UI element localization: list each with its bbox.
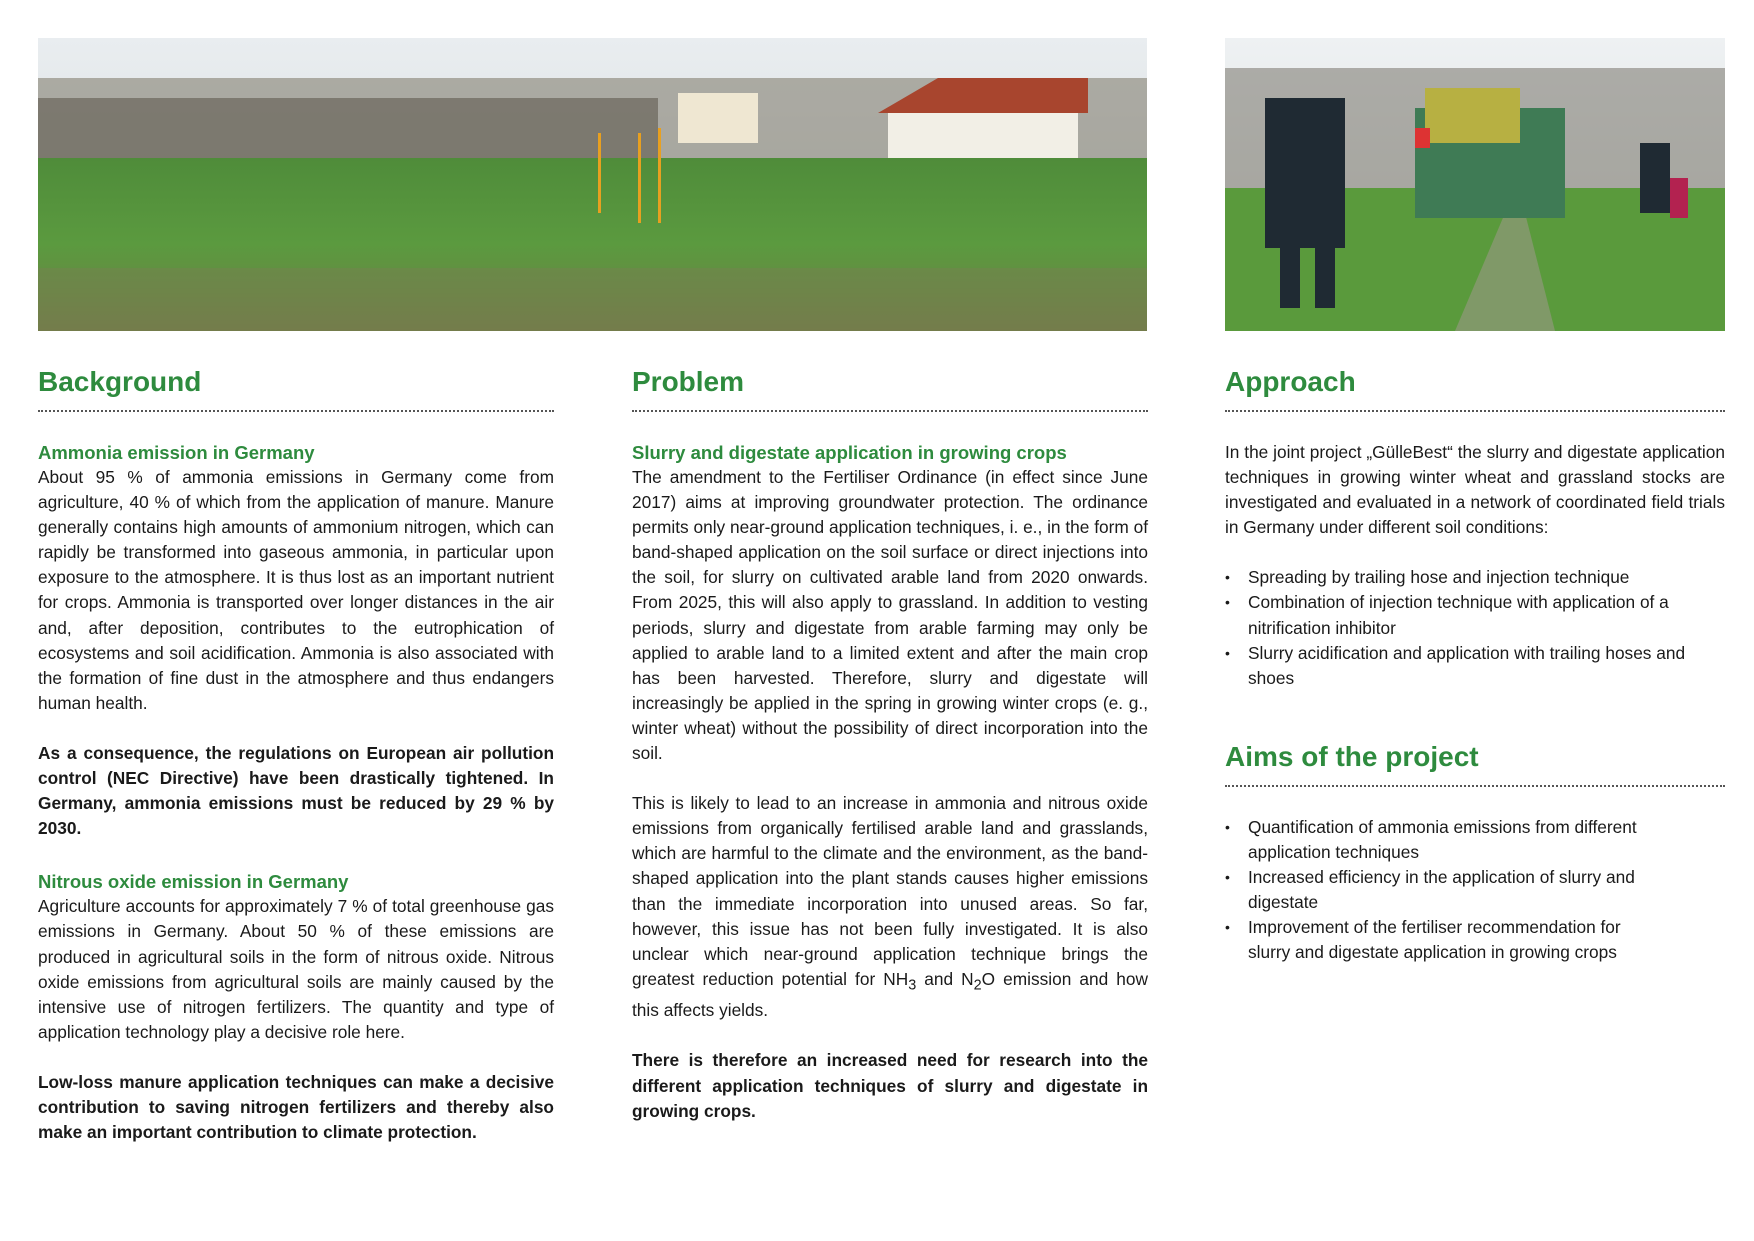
nitrous-oxide-paragraph: Agriculture accounts for approximately 7 % of total greenhouse gas emissions in Germany. About 50 % of these emissions are produced in agricultural soils in the form of nitrous oxide. Nitrous oxide emissions from agricultural soils are mainly caused by the intensive use of nitrogen fertilizers. The quantity and type of application technology play a decisive role here.: [38, 896, 554, 1042]
problem-heading: Problem: [632, 362, 1148, 412]
list-item: • Slurry acidification and application with trailing hoses and shoes: [1225, 641, 1725, 691]
emissions-text-2: and N: [916, 968, 974, 989]
problem-column: [632, 362, 1148, 1124]
research-need-paragraph: There is therefore an increased need for research into the different application techniques of slurry and digestate in growing crops.: [632, 1050, 1148, 1121]
list-item: • Combination of injection technique with application of a nitrification inhibitor: [1225, 590, 1725, 640]
nh3-subscript: 3: [908, 977, 917, 994]
approach-paragraph: In the joint project „GülleBest“ the slurry and digestate application techniques in growing winter wheat and grassland stocks are investigated and evaluated in a network of coordinated field trials in Germany under different soil conditions:: [1225, 442, 1725, 538]
n2o-subscript: 2: [973, 977, 982, 994]
list-item: • Increased efficiency in the application of slurry and digestate: [1225, 865, 1665, 915]
list-item: • Improvement of the fertiliser recommendation for slurry and digestate application in growing crops: [1225, 915, 1665, 965]
low-loss-paragraph: Low-loss manure application techniques can make a decisive contribution to saving nitrogen fertilizers and thereby also make an important contribution to climate protection.: [38, 1071, 554, 1143]
aims-heading: Aims of the project: [1225, 737, 1725, 787]
emissions-text-3: O emission and how this affects yields.: [632, 968, 1148, 1021]
approach-heading: Approach: [1225, 362, 1725, 412]
aims-list: [1225, 815, 1665, 966]
approach-list: [1225, 565, 1725, 690]
background-heading: Background: [38, 362, 554, 412]
field-trial-photo: [1225, 38, 1725, 331]
background-column: [38, 362, 554, 1145]
emissions-text-1: This is likely to lead to an increase in ammonia and nitrous oxide emissions from organically fertilised arable land and grasslands, which are harmful to the climate and the environment, as the band-shaped application into the plant stands causes higher emissions than the immediate incorporation into unused areas. So far, however, this issue has not been fully investigated. It is also unclear which near-ground application technique brings the greatest reduction potential for NH: [632, 793, 1148, 989]
nec-directive-paragraph: As a consequence, the regulations on European air pollution control (NEC Directive) have been drastically tightened. In Germany, ammonia emissions must be reduced by 29 % by 2030.: [38, 742, 554, 839]
wheat-field-photo: [38, 38, 1147, 331]
fertiliser-ordinance-paragraph: The amendment to the Fertiliser Ordinance (in effect since June 2017) aims at improving groundwater protection. The ordinance permits only near-ground application techniques, i. e., in the form of band-shaped application on the soil surface or direct injections into the soil, for slurry on cultivated arable land from 2020 onwards. From 2025, this will also apply to grassland. In addition to vesting periods, slurry and digestate from arable farming may only be applied to arable land to a limited extent and after the main crop has been harvested. Therefore, slurry and digestate will increasingly be applied in the spring in growing winter crops (e. g., winter wheat) without the possibility of direct incorporation into the soil.: [632, 467, 1148, 764]
ammonia-subheading: Ammonia emission in Germany: [38, 442, 315, 463]
slurry-subheading: Slurry and digestate application in growing crops: [632, 442, 1067, 463]
list-item: • Quantification of ammonia emissions from different application techniques: [1225, 815, 1665, 865]
list-item: • Spreading by trailing hose and injection technique: [1225, 565, 1725, 590]
ammonia-paragraph: About 95 % of ammonia emissions in Germany come from agriculture, 40 % of which from the application of manure. Manure generally contains high amounts of ammonium nitrogen, which can rapidly be transformed into gaseous ammonia, in particular upon exposure to the atmosphere. It is thus lost as an important nutrient for crops. Ammonia is transported over longer distances in the air and, after deposition, contributes to the eutrophication of ecosystems and soil acidification. Ammonia is also associated with the formation of fine dust in the atmosphere and thus endangers human health.: [38, 467, 554, 713]
emissions-increase-paragraph: [632, 791, 1148, 1023]
nitrous-oxide-subheading: Nitrous oxide emission in Germany: [38, 871, 349, 893]
approach-column: [1225, 362, 1725, 965]
